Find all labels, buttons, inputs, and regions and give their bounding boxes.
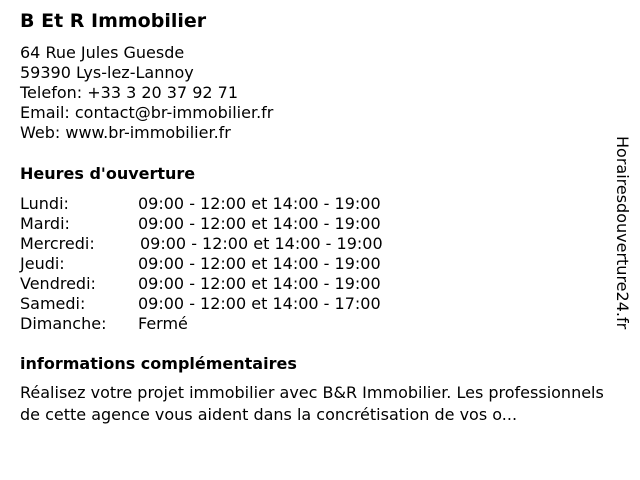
day-hours: 09:00 - 12:00 et 14:00 - 19:00 — [138, 194, 381, 213]
day-label: Dimanche: — [20, 314, 107, 333]
street-address: 64 Rue Jules Guesde — [20, 43, 185, 62]
city-address: 59390 Lys-lez-Lannoy — [20, 63, 194, 82]
site-watermark-text: Horairesdouverture24.fr — [613, 136, 632, 330]
day-label: Mercredi: — [20, 234, 95, 253]
hours-heading: Heures d'ouverture — [20, 164, 196, 183]
day-hours: Fermé — [138, 314, 188, 333]
info-heading: informations complémentaires — [20, 354, 297, 373]
day-hours: 09:00 - 12:00 et 14:00 - 19:00 — [138, 254, 381, 273]
phone-number[interactable]: Telefon: +33 3 20 37 92 71 — [20, 83, 239, 102]
info-description: Réalisez votre projet immobilier avec B&R Immobilier. Les professionnels de cette agence vous aident dans la concrétisation de vos o... — [20, 383, 604, 424]
day-label: Lundi: — [20, 194, 69, 213]
email-address[interactable]: Email: contact@br-immobilier.fr — [20, 103, 274, 122]
day-hours: 09:00 - 12:00 et 14:00 - 17:00 — [138, 294, 381, 313]
website-link[interactable]: Web: www.br-immobilier.fr — [20, 123, 231, 142]
day-hours: 09:00 - 12:00 et 14:00 - 19:00 — [138, 214, 381, 233]
day-label: Samedi: — [20, 294, 86, 313]
contact-block — [20, 43, 273, 143]
site-watermark — [612, 136, 634, 346]
day-label: Vendredi: — [20, 274, 96, 293]
business-name: B Et R Immobilier — [20, 10, 207, 32]
day-label: Jeudi: — [20, 254, 65, 273]
day-hours: 09:00 - 12:00 et 14:00 - 19:00 — [140, 234, 383, 253]
day-hours: 09:00 - 12:00 et 14:00 - 19:00 — [138, 274, 381, 293]
day-label: Mardi: — [20, 214, 70, 233]
